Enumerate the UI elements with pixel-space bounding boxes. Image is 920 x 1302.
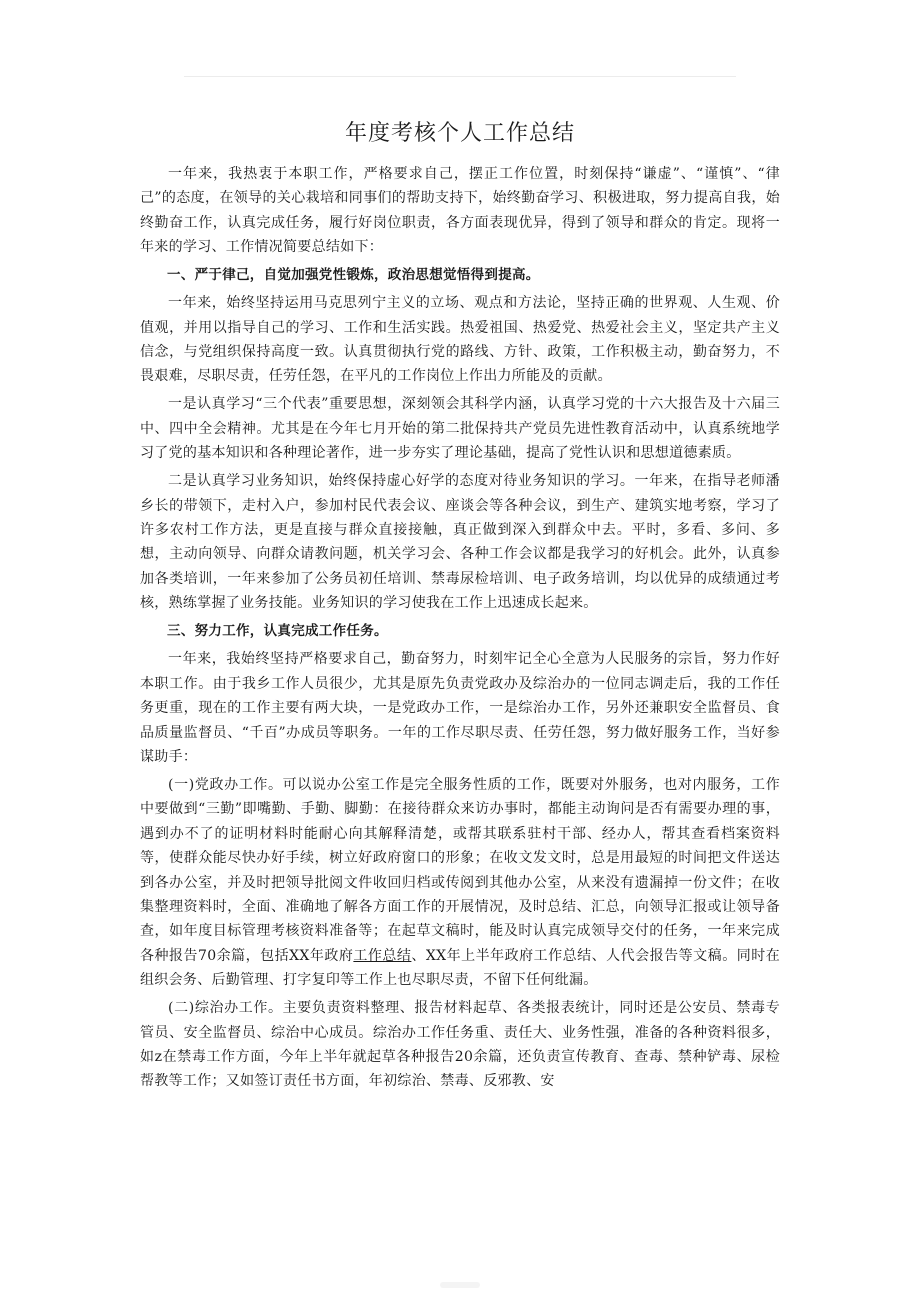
work-summary-link[interactable]: 工作总结 <box>353 947 412 964</box>
section-1-paragraph-3: 二是认真学习业务知识，始终保持虚心好学的态度对待业务知识的学习。一年来，在指导老师潘乡长的带领下，走村入户，参加村民代表会议、座谈会等各种会议，到生产、建筑实地考察，学习了许多农村工作方法，更是直接与群众直接接触，真正做到深入到群众中去。平时，多看、多问、多想，主动向领导、向群众请教问题，机关学习会、各种工作会议都是我学习的好机会。此外，认真参加各类培训，一年来参加了公务员初任培训、禁毒尿检培训、电子政务培训，均以优异的成绩通过考核，熟练掌握了业务技能。业务知识的学习使我在工作上迅速成长起来。 <box>140 473 780 612</box>
section-1-heading: 一、严于律己，自觉加强党性锻炼，政治思想觉悟得到提高。 <box>167 267 540 284</box>
document-body <box>140 162 780 1097</box>
section-3-paragraph-2-text-a: (一)党政办工作。可以说办公室工作是完全服务性质的工作，既要对外服务，也对内服务，工作中要做到“三勤”即嘴勤、手勤、脚勤：在接待群众来访办事时，都能主动询问是否有需要办理的事，遇到办不了的证明材料时能耐心向其解释清楚，或帮其联系驻村干部、经办人，帮其查看档案资料等，使群众能尽快办好手续，树立好政府窗口的形象；在收文发文时，总是用最短的时间把文件送达到各办公室，并及时把领导批阅文件收回归档或传阅到其他办公室，从来没有遗漏掉一份文件；在收集整理资料时，全面、准确地了解各方面工作的开展情况，及时总结、汇总，向领导汇报或让领导备查，如年度目标管理考核资料准备等；在起草文稿时，能及时认真完成领导交付的任务，一年来完成各种报告70余篇，包括XX年政府 <box>140 776 780 964</box>
section-3-paragraph-2 <box>140 773 780 993</box>
header-divider <box>184 76 736 77</box>
section-3-paragraph-1: 一年来，我始终坚持严格要求自己，勤奋努力，时刻牢记全心全意为人民服务的宗旨，努力作好本职工作。由于我乡工作人员很少，尤其是原先负责党政办及综治办的一位同志调走后，我的工作任务更重，现在的工作主要有两大块，一是党政办工作，一是综治办工作，另外还兼职安全监督员、食品质量监督员、“千百”办成员等职务。一年的工作尽职尽责、任劳任怨，努力做好服务工作，当好参谋助手： <box>140 651 780 765</box>
section-3-paragraph-3: (二)综治办工作。主要负责资料整理、报告材料起草、各类报表统计，同时还是公安员、禁毒专管员、安全监督员、综治中心成员。综治办工作任务重、责任大、业务性强，准备的各种资料很多，如z在禁毒工作方面，今年上半年就起草各种报告20余篇，还负责宣传教育、查毒、禁种铲毒、尿检帮教等工作；又如签订责任书方面，年初综治、禁毒、反邪教、安 <box>140 1000 780 1090</box>
page-footer-marker <box>440 1282 480 1288</box>
section-3-heading: 三、努力工作，认真完成工作任务。 <box>167 623 388 640</box>
section-1-paragraph-2: 一是认真学习“三个代表”重要思想，深刻领会其科学内涵，认真学习党的十六大报告及十六届三中、四中全会精神。尤其是在今年七月开始的第二批保持共产党员先进性教育活动中，认真系统地学习了党的基本知识和各种理论著作，进一步夯实了理论基础，提高了党性认识和思想道德素质。 <box>140 396 780 462</box>
page-title: 年度考核个人工作总结 <box>344 121 575 146</box>
section-3-paragraph-2-text-b: 、XX年上半年政府工作总结、人代会报告等文稿。同时在组织会务、后勤管理、打字复印等工作上也尽职尽责，不留下任何纰漏。 <box>140 947 780 989</box>
intro-paragraph: 一年来，我热衷于本职工作，严格要求自己，摆正工作位置，时刻保持“谦虚”、“谨慎”、“律己”的态度，在领导的关心栽培和同事们的帮助支持下，始终勤奋学习、积极进取，努力提高自我，始终勤奋工作，认真完成任务，履行好岗位职责，各方面表现优异，得到了领导和群众的肯定。现将一年来的学习、工作情况简要总结如下： <box>140 166 780 256</box>
section-1-paragraph-1: 一年来，始终坚持运用马克思列宁主义的立场、观点和方法论，坚持正确的世界观、人生观、价值观，并用以指导自己的学习、工作和生活实践。热爱祖国、热爱党、热爱社会主义，坚定共产主义信念，与党组织保持高度一致。认真贯彻执行党的路线、方针、政策，工作积极主动，勤奋努力，不畏艰难，尽职尽责，任劳任怨，在平凡的工作岗位上作出力所能及的贡献。 <box>140 295 780 385</box>
